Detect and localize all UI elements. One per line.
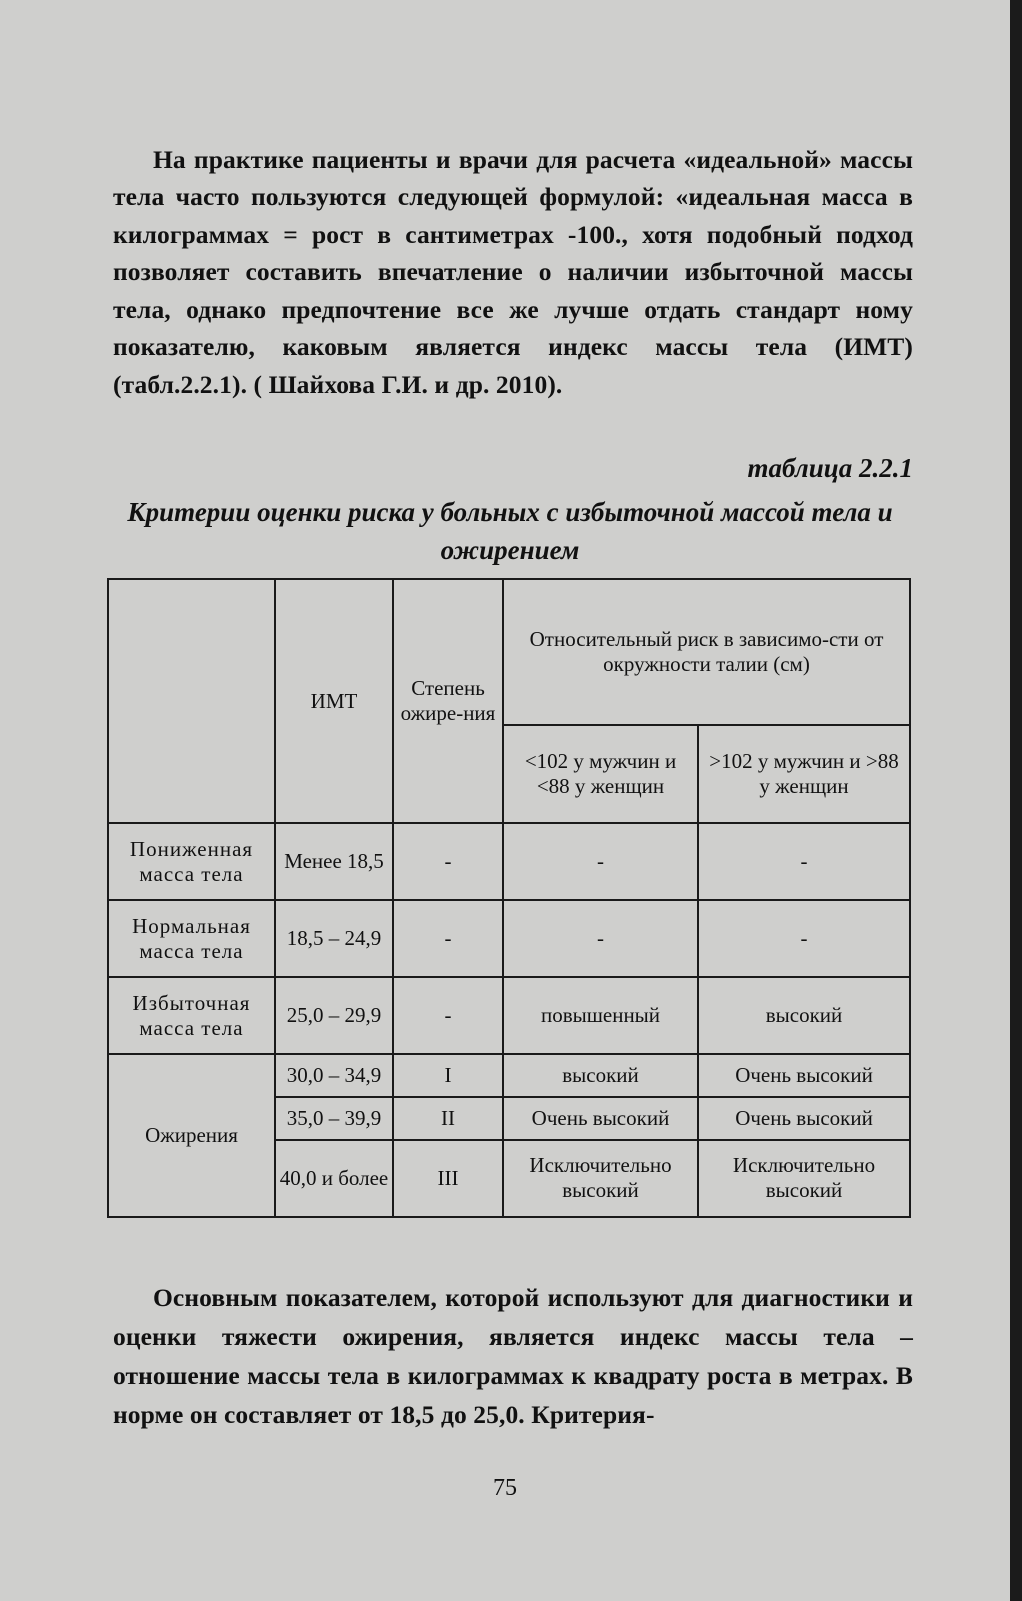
degree-cell: II (393, 1097, 503, 1140)
body-paragraph: Основным показателем, которой используют для диагностики и оценки тяжести ожирения, является индекс массы тела – отношение массы тела в килограммах к квадрату роста в метрах. В норме он составляет от 18,5 до 25,0. Критерия- (113, 1282, 913, 1429)
risk-criteria-table (107, 578, 911, 1218)
table-title: Критерии оценки риска у больных с избыточной массой тела и ожирением (127, 497, 893, 565)
risk-high-cell: Очень высокий (698, 1054, 910, 1097)
bmi-cell: 40,0 и более (275, 1140, 393, 1217)
table-row (108, 900, 910, 977)
degree-cell: III (393, 1140, 503, 1217)
category-cell: Избыточная масса тела (108, 977, 275, 1054)
bmi-cell: 35,0 – 39,9 (275, 1097, 393, 1140)
header-degree-cell: Степень ожире-ния (393, 579, 503, 823)
risk-low-cell: Очень высокий (503, 1097, 698, 1140)
table-row (108, 823, 910, 900)
table-row (108, 1054, 910, 1097)
scan-edge (1010, 0, 1022, 1601)
risk-low-cell: - (503, 823, 698, 900)
bmi-cell: Менее 18,5 (275, 823, 393, 900)
risk-high-cell: - (698, 823, 910, 900)
category-cell: Пониженная масса тела (108, 823, 275, 900)
header-category-cell (108, 579, 275, 823)
header-risk-high-cell: >102 у мужчин и >88 у женщин (698, 725, 910, 823)
header-risk-low-cell: <102 у мужчин и <88 у женщин (503, 725, 698, 823)
bmi-cell: 30,0 – 34,9 (275, 1054, 393, 1097)
degree-cell: I (393, 1054, 503, 1097)
degree-cell: - (393, 823, 503, 900)
intro-paragraph: На практике пациенты и врачи для расчета «идеальной» массы тела часто пользуются следующей формулой: «идеальная масса в килограммах = рост в сантиметрах -100., хотя подобный подход позволяет составить впечатление о наличии избыточной массы тела, однако предпочтение все же лучше отдать стандарт ному показателю, каковым является индекс массы тела (ИМТ) (табл.2.2.1). ( Шайхова Г.И. и др. 2010). (113, 144, 913, 399)
header-risk-cell: Относительный риск в зависимо-сти от окружности талии (см) (503, 579, 910, 725)
table-header-row (108, 579, 910, 725)
risk-low-cell: - (503, 900, 698, 977)
header-bmi-cell: ИМТ (275, 579, 393, 823)
risk-high-cell: Исключительно высокий (698, 1140, 910, 1217)
degree-cell: - (393, 977, 503, 1054)
category-cell: Ожирения (108, 1054, 275, 1217)
risk-low-cell: Исключительно высокий (503, 1140, 698, 1217)
bmi-cell: 18,5 – 24,9 (275, 900, 393, 977)
risk-low-cell: повышенный (503, 977, 698, 1054)
bmi-cell: 25,0 – 29,9 (275, 977, 393, 1054)
risk-low-cell: высокий (503, 1054, 698, 1097)
risk-high-cell: Очень высокий (698, 1097, 910, 1140)
category-cell: Нормальная масса тела (108, 900, 275, 977)
table-number: таблица 2.2.1 (747, 453, 913, 483)
degree-cell: - (393, 900, 503, 977)
risk-high-cell: высокий (698, 977, 910, 1054)
table-row (108, 977, 910, 1054)
page-number: 75 (493, 1475, 517, 1501)
risk-high-cell: - (698, 900, 910, 977)
